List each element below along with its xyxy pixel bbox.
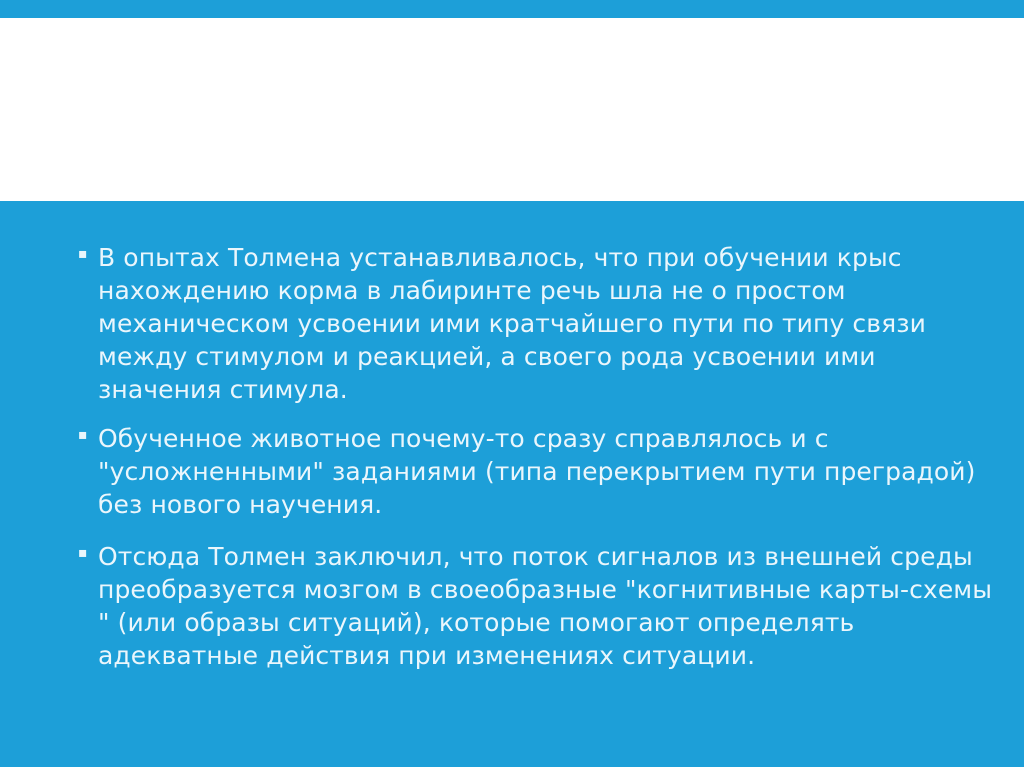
bullet-marker-icon: ▪ [78,545,88,561]
bullet-item-2 [78,422,998,521]
bullet-text-3: Отсюда Толмен заключил, что поток сигналов из внешней среды преобразуется мозгом в своеобразные "когнитивные карты-схемы " (или образы ситуаций), которые помогают определять адекватные действия при изменениях ситуации. [98,542,993,670]
top-accent-bar [0,0,1024,18]
title-placeholder-area [0,18,1024,201]
bullet-item-3 [78,540,998,672]
content-area [0,201,1024,767]
bullet-list [78,241,998,688]
bullet-marker-icon: ▪ [78,246,88,262]
bullet-marker-icon: ▪ [78,427,88,443]
bullet-text-2: Обученное животное почему-то сразу справлялось и с "усложненными" заданиями (типа перекрытием пути преградой) без нового научения. [98,424,976,519]
bullet-text-1: В опытах Толмена устанавливалось, что при обучении крыс нахождению корма в лабиринте речь шла не о простом механическом усвоении ими кратчайшего пути по типу связи между стимулом и реакцией, а своего рода усвоении ими значения стимула. [98,243,926,404]
bullet-item-1 [78,241,998,406]
